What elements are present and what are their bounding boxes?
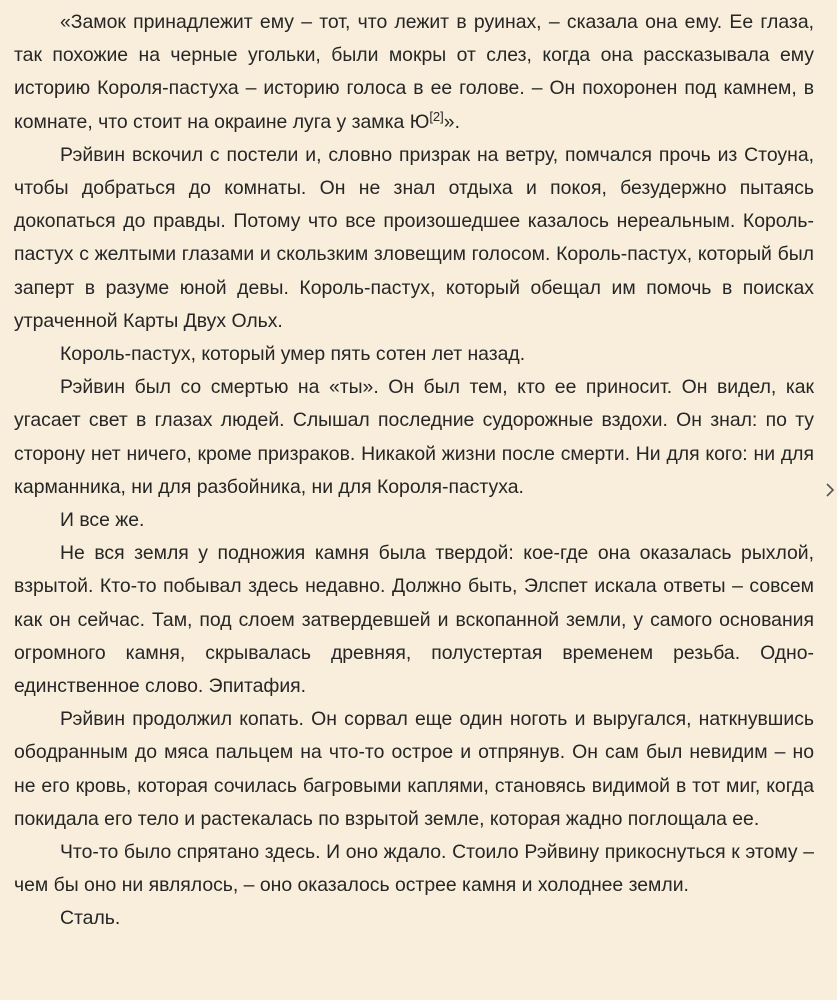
reader-page <box>14 0 814 1000</box>
paragraph: Рэйвин вскочил с постели и, словно призрак на ветру, помчался прочь из Стоуна, чтобы добраться до комнаты. Он не знал отдыха и покоя, безудержно пытаясь докопаться до правды. Потому что все произошедшее казалось нереальным. Король-пастух с желтыми глазами и скользким зловещим голосом. Король-пастух, который был заперт в разуме юной девы. Король-пастух, который обещал им помочь в поисках утраченной Карты Двух Ольх. <box>14 143 814 332</box>
paragraph-text-end: ». <box>443 110 460 133</box>
footnote-link[interactable]: [2] <box>429 108 444 124</box>
paragraph: Не вся земля у подножия камня была твердой: кое-где она оказалась рыхлой, взрытой. Кто-то побывал здесь недавно. Должно быть, Элспет искала ответы – совсем как он сейчас. Там, под слоем затвердевшей и вскопанной земли, у самого основания огромного камня, скрывалась древняя, полустертая временем резьба. Одно-единственное слово. Эпитафия. <box>14 542 814 698</box>
next-page-button[interactable] <box>823 476 837 504</box>
paragraph: Король-пастух, который умер пять сотен лет назад. <box>60 343 526 366</box>
text-body <box>14 0 814 936</box>
paragraph <box>14 6 814 139</box>
chevron-right-icon <box>825 481 835 499</box>
paragraph: Рэйвин был со смертью на «ты». Он был тем, кто ее приносит. Он видел, как угасает свет в глазах людей. Слышал последние судорожные вздохи. Он знал: по ту сторону нет ничего, кроме призраков. Никакой жизни после смерти. Ни для кого: ни для карманника, ни для разбойника, ни для Короля-пастуха. <box>14 376 814 498</box>
paragraph: Сталь. <box>60 907 121 930</box>
paragraph: Что-то было спрятано здесь. И оно ждало. Стоило Рэйвину прикоснуться к этому – чем бы оно ни являлось, – оно оказалось острее камня и холоднее земли. <box>14 841 814 897</box>
paragraph: Рэйвин продолжил копать. Он сорвал еще один ноготь и выругался, наткнувшись ободранным до мяса пальцем на что-то острое и отпрянув. Он сам был невидим – но не его кровь, которая сочилась багровыми каплями, становясь видимой в тот миг, когда покидала его тело и растекалась по взрытой земле, которая жадно поглощала ее. <box>14 708 814 830</box>
paragraph-text: «Замок принадлежит ему – тот, что лежит в руинах, – сказала она ему. Ее глаза, так похожие на черные угольки, были мокры от слез, когда она рассказывала ему историю Короля-пастуха – историю голоса в ее голове. – Он похоронен под камнем, в комнате, что стоит на окраине луга у замка Ю <box>14 11 814 133</box>
paragraph: И все же. <box>60 509 145 532</box>
